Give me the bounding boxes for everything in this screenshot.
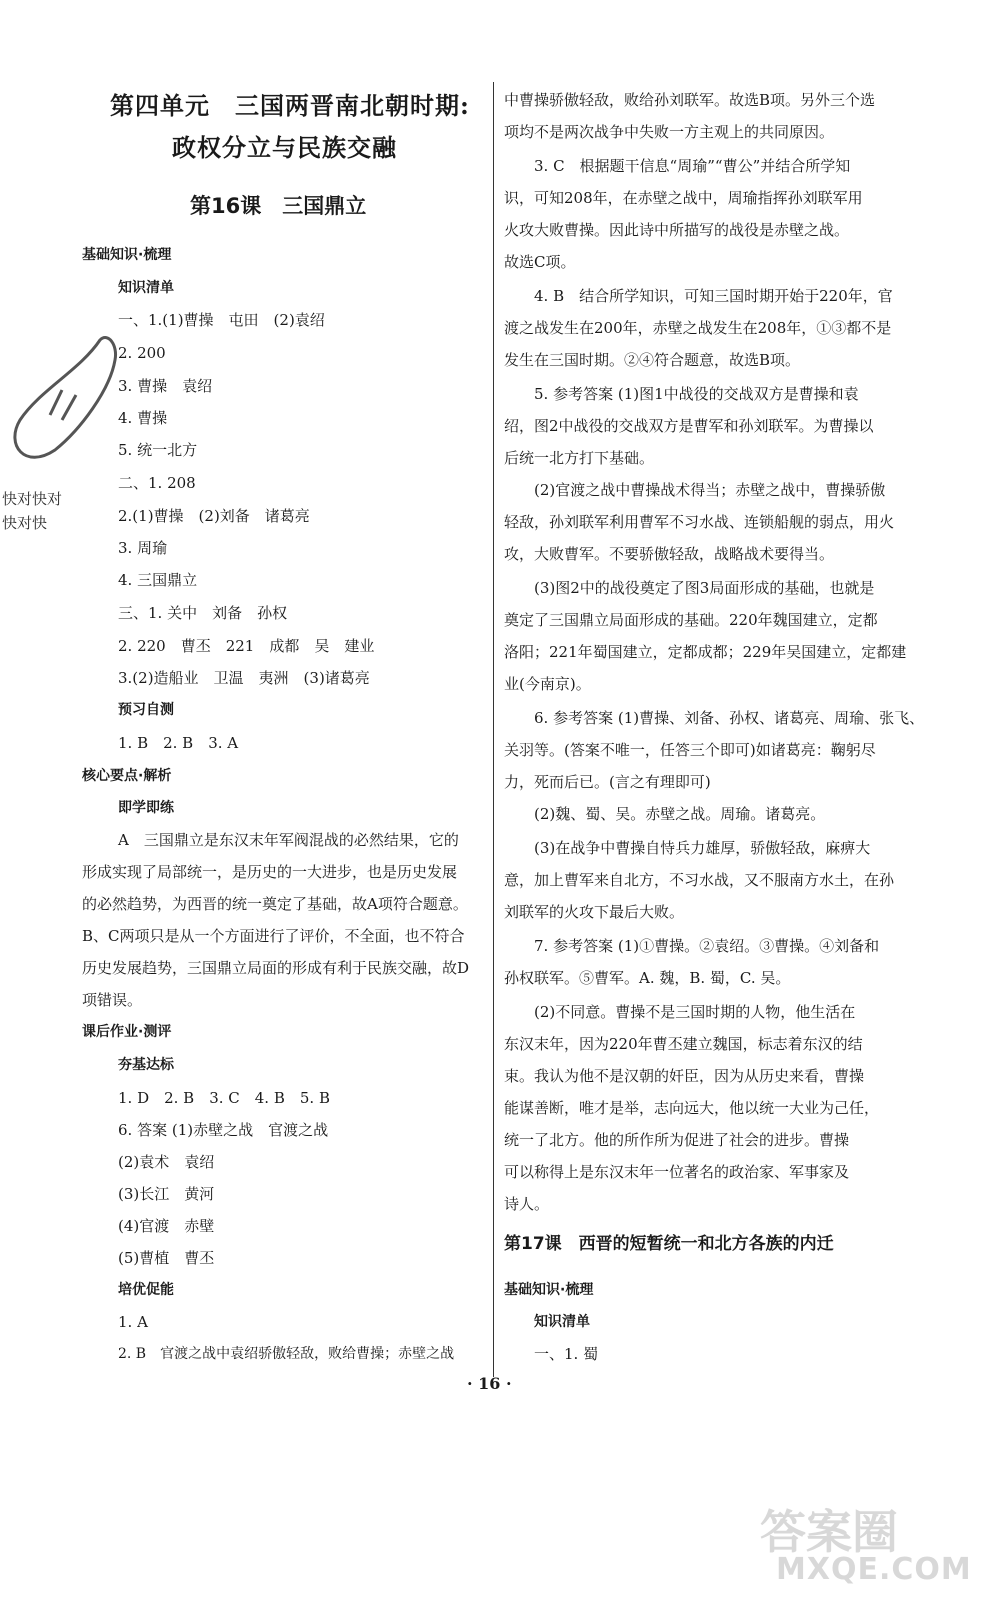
question-6-answer: 6. 答案 (1)赤壁之战 官渡之战: [118, 1121, 329, 1139]
question-6-part: (5)曹植 曹丕: [118, 1249, 215, 1267]
watermark-url-text: MXQE.COM: [776, 1552, 972, 1587]
answer-line: 6. 参考答案 (1)曹操、刘备、孙权、诸葛亮、周瑜、张飞、: [534, 709, 925, 727]
section-basic-knowledge-17: 基础知识·梳理: [504, 1282, 594, 1298]
answer-line: 4. B 结合所学知识，可知三国时期开始于220年，官: [534, 287, 893, 305]
handwritten-note: 快对快: [2, 514, 48, 532]
answer-line: 渡之战发生在200年，赤壁之战发生在208年，①③都不是: [504, 319, 892, 337]
knowledge-item: 4. 三国鼎立: [118, 571, 198, 589]
knowledge-item: 3. 曹操 袁绍: [118, 377, 213, 395]
answer-line: 意，加上曹军来自北方，不习水战，又不服南方水土，在孙: [504, 871, 895, 889]
section-basic-knowledge: 基础知识·梳理: [82, 247, 172, 263]
section-homework: 课后作业·测评: [82, 1024, 172, 1040]
lesson-16-title: 第16课 三国鼎立: [190, 194, 367, 218]
answer-line: 东汉末年，因为220年曹丕建立魏国，标志着东汉的结: [504, 1035, 863, 1053]
handwritten-scribble: [0, 320, 130, 480]
question-6-part: (2)袁术 袁绍: [118, 1153, 215, 1171]
knowledge-item: 3.(2)造船业 卫温 夷洲 (3)诸葛亮: [118, 669, 370, 687]
answer-line: 洛阳；221年蜀国建立，定都成都；229年吴国建立，定都建: [504, 643, 907, 661]
watermark-logo-text: 答案圈: [760, 1505, 898, 1559]
answer-line: (2)官渡之战中曹操战术得当；赤壁之战中，曹操骄傲: [534, 481, 886, 499]
section-core-points: 核心要点·解析: [82, 768, 172, 784]
answer-line: 孙权联军。⑤曹军。A. 魏，B. 蜀，C. 吴。: [504, 969, 791, 987]
analysis-line: 的必然趋势，为西晋的统一奠定了基础，故A项符合题意。: [82, 895, 468, 913]
knowledge-item-17: 一、1. 蜀: [534, 1345, 599, 1363]
knowledge-item: 一、1.(1)曹操 屯田 (2)袁绍: [118, 311, 325, 329]
answer-line: 业(今南京)。: [504, 675, 591, 693]
unit-title-line-1: 第四单元 三国两晋南北朝时期:: [110, 91, 470, 120]
knowledge-list-heading-17: 知识清单: [534, 1314, 590, 1330]
answer-line: 攻，大败曹军。不要骄傲轻敌，战略战术要得当。: [504, 545, 835, 563]
knowledge-item: 二、1. 208: [118, 474, 196, 492]
column-divider: [493, 82, 494, 1377]
answer-line: (3)在战争中曹操自恃兵力雄厚，骄傲轻敌，麻痹大: [534, 839, 871, 857]
advanced-answer-2: 2. B 官渡之战中袁绍骄傲轻敌，败给曹操；赤壁之战: [118, 1346, 455, 1362]
answer-line: 刘联军的火攻下最后大败。: [504, 903, 685, 921]
answer-line: 7. 参考答案 (1)①曹操。②袁绍。③曹操。④刘备和: [534, 937, 880, 955]
homework-answers: 1. D 2. B 3. C 4. B 5. B: [118, 1089, 330, 1107]
answer-line: (2)不同意。曹操不是三国时期的人物，他生活在: [534, 1003, 856, 1021]
analysis-line: B、C两项只是从一个方面进行了评价，不全面，也不符合: [82, 927, 465, 945]
answer-line: 5. 参考答案 (1)图1中战役的交战双方是曹操和袁: [534, 385, 859, 403]
preview-answers: 1. B 2. B 3. A: [118, 734, 239, 752]
answer-line: 后统一北方打下基础。: [504, 449, 655, 467]
answer-line: 火攻大败曹操。因此诗中所描写的战役是赤壁之战。: [504, 221, 850, 239]
knowledge-item: 2. 200: [118, 344, 166, 362]
answer-line: (2)魏、蜀、吴。赤壁之战。周瑜。诸葛亮。: [534, 805, 826, 823]
watermark: [736, 1496, 976, 1586]
answer-line: 3. C 根据题干信息“周瑜”“曹公”并结合所学知: [534, 157, 851, 175]
advanced-answer-1: 1. A: [118, 1313, 148, 1331]
knowledge-list-heading: 知识清单: [118, 280, 174, 296]
answer-line: 轻敌，孙刘联军利用曹军不习水战、连锁船舰的弱点，用火: [504, 513, 895, 531]
analysis-line: 历史发展趋势，三国鼎立局面的形成有利于民族交融，故D: [82, 959, 470, 977]
knowledge-item: 2. 220 曹丕 221 成都 吴 建业: [118, 637, 375, 655]
answer-line: 项均不是两次战争中失败一方主观上的共同原因。: [504, 123, 835, 141]
page-number: · 16 ·: [467, 1374, 512, 1393]
answer-line: 力，死而后已。(言之有理即可): [504, 773, 711, 791]
answer-line: 发生在三国时期。②④符合题意，故选B项。: [504, 351, 801, 369]
advanced-heading: 培优促能: [118, 1282, 174, 1298]
handwritten-note: 快对快对: [2, 490, 63, 508]
answer-line: 识，可知208年，在赤壁之战中，周瑜指挥孙刘联军用: [504, 189, 863, 207]
knowledge-item: 三、1. 关中 刘备 孙权: [118, 604, 288, 622]
answer-line: 可以称得上是东汉末年一位著名的政治家、军事家及: [504, 1163, 850, 1181]
basic-target-heading: 夯基达标: [118, 1057, 174, 1073]
lesson-17-title: 第17课 西晋的短暂统一和北方各族的内迁: [504, 1234, 834, 1254]
analysis-line: A 三国鼎立是东汉末年军阀混战的必然结果，它的: [118, 831, 459, 849]
analysis-line: 形成实现了局部统一，是历史的一大进步，也是历史发展: [82, 863, 458, 881]
answer-line: 能谋善断，唯才是举，志向远大，他以统一大业为己任，: [504, 1099, 880, 1117]
knowledge-item: 3. 周瑜: [118, 539, 168, 557]
question-6-part: (3)长江 黄河: [118, 1185, 215, 1203]
question-6-part: (4)官渡 赤壁: [118, 1217, 215, 1235]
answer-line: 束。我认为他不是汉朝的奸臣，因为从历史来看，曹操: [504, 1067, 865, 1085]
answer-line: 故选C项。: [504, 253, 576, 271]
knowledge-item: 5. 统一北方: [118, 441, 198, 459]
answer-line: 中曹操骄傲轻敌，败给孙刘联军。故选B项。另外三个选: [504, 91, 876, 109]
answer-line: 绍，图2中战役的交战双方是曹军和孙刘联军。为曹操以: [504, 417, 874, 435]
answer-line: 关羽等。(答案不唯一，任答三个即可)如诸葛亮：鞠躬尽: [504, 741, 876, 759]
analysis-line: 项错误。: [82, 991, 143, 1009]
knowledge-item: 2.(1)曹操 (2)刘备 诸葛亮: [118, 507, 310, 525]
knowledge-item: 4. 曹操: [118, 409, 168, 427]
unit-title-line-2: 政权分立与民族交融: [172, 133, 397, 162]
answer-line: 奠定了三国鼎立局面形成的基础。220年魏国建立，定都: [504, 611, 878, 629]
answer-line: (3)图2中的战役奠定了图3局面形成的基础，也就是: [534, 579, 875, 597]
answer-line: 统一了北方。他的所作所为促进了社会的进步。曹操: [504, 1131, 850, 1149]
answer-line: 诗人。: [504, 1195, 550, 1213]
practice-heading: 即学即练: [118, 800, 174, 816]
preview-test-heading: 预习自测: [118, 702, 174, 718]
